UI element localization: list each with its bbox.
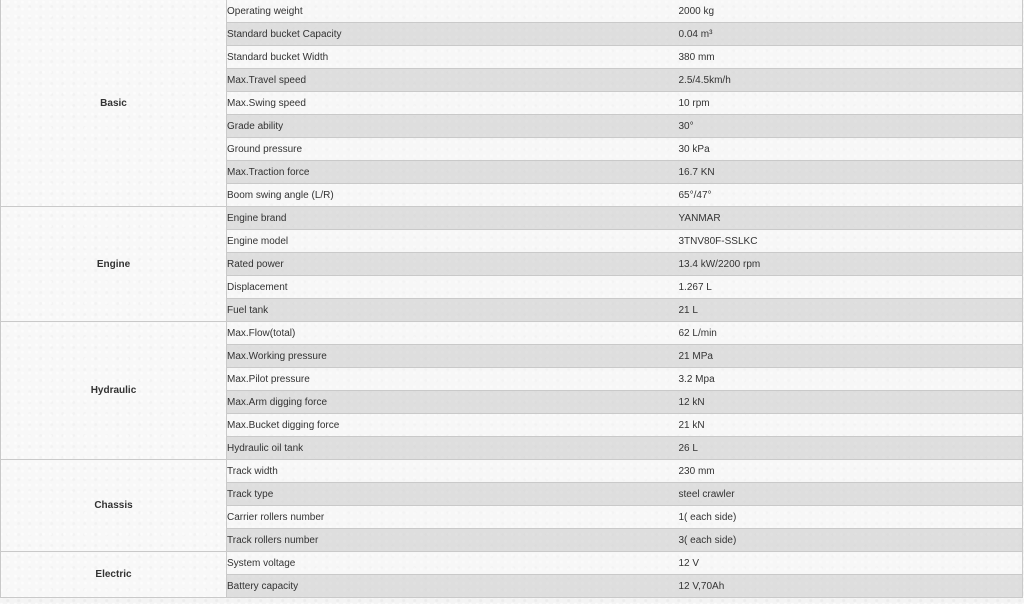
spec-value: 30°: [679, 115, 1023, 138]
spec-row: [1, 0, 1023, 23]
spec-value: 21 L: [679, 299, 1023, 322]
spec-label: Boom swing angle (L/R): [227, 184, 679, 207]
spec-label: Rated power: [227, 253, 679, 276]
spec-value: 3TNV80F-SSLKC: [679, 230, 1023, 253]
spec-value: 2.5/4.5km/h: [679, 69, 1023, 92]
spec-value: 12 V,70Ah: [679, 575, 1023, 598]
spec-label: Operating weight: [227, 0, 679, 23]
category-basic: Basic: [1, 0, 227, 207]
spec-value: 1( each side): [679, 506, 1023, 529]
spec-label: Track type: [227, 483, 679, 506]
spec-value: 10 rpm: [679, 92, 1023, 115]
spec-label: Max.Working pressure: [227, 345, 679, 368]
spec-value: 21 kN: [679, 414, 1023, 437]
spec-row: [1, 552, 1023, 575]
spec-row: [1, 322, 1023, 345]
spec-value: 12 V: [679, 552, 1023, 575]
spec-label: Track width: [227, 460, 679, 483]
spec-value: 65°/47°: [679, 184, 1023, 207]
spec-label: Max.Traction force: [227, 161, 679, 184]
spec-value: 0.04 m³: [679, 23, 1023, 46]
spec-label: System voltage: [227, 552, 679, 575]
spec-value: 12 kN: [679, 391, 1023, 414]
spec-value: 26 L: [679, 437, 1023, 460]
spec-value: 3.2 Mpa: [679, 368, 1023, 391]
spec-table-body: [1, 0, 1023, 598]
spec-label: Displacement: [227, 276, 679, 299]
category-hydraulic: Hydraulic: [1, 322, 227, 460]
category-engine: Engine: [1, 207, 227, 322]
category-chassis: Chassis: [1, 460, 227, 552]
spec-label: Standard bucket Width: [227, 46, 679, 69]
spec-value: 30 kPa: [679, 138, 1023, 161]
spec-value: YANMAR: [679, 207, 1023, 230]
spec-label: Max.Travel speed: [227, 69, 679, 92]
spec-label: Engine model: [227, 230, 679, 253]
spec-value: 16.7 KN: [679, 161, 1023, 184]
spec-label: Engine brand: [227, 207, 679, 230]
spec-label: Hydraulic oil tank: [227, 437, 679, 460]
spec-value: 21 MPa: [679, 345, 1023, 368]
spec-label: Standard bucket Capacity: [227, 23, 679, 46]
category-electric: Electric: [1, 552, 227, 598]
spec-row: [1, 207, 1023, 230]
spec-value: 1.267 L: [679, 276, 1023, 299]
spec-value: steel crawler: [679, 483, 1023, 506]
spec-row: [1, 460, 1023, 483]
spec-label: Track rollers number: [227, 529, 679, 552]
spec-label: Fuel tank: [227, 299, 679, 322]
spec-label: Battery capacity: [227, 575, 679, 598]
spec-value: 62 L/min: [679, 322, 1023, 345]
spec-label: Max.Swing speed: [227, 92, 679, 115]
spec-value: 13.4 kW/2200 rpm: [679, 253, 1023, 276]
spec-value: 3( each side): [679, 529, 1023, 552]
spec-label: Carrier rollers number: [227, 506, 679, 529]
spec-value: 380 mm: [679, 46, 1023, 69]
spec-label: Max.Arm digging force: [227, 391, 679, 414]
spec-label: Max.Bucket digging force: [227, 414, 679, 437]
spec-label: Grade ability: [227, 115, 679, 138]
spec-label: Max.Pilot pressure: [227, 368, 679, 391]
spec-label: Max.Flow(total): [227, 322, 679, 345]
spec-label: Ground pressure: [227, 138, 679, 161]
spec-value: 230 mm: [679, 460, 1023, 483]
spec-value: 2000 kg: [679, 0, 1023, 23]
